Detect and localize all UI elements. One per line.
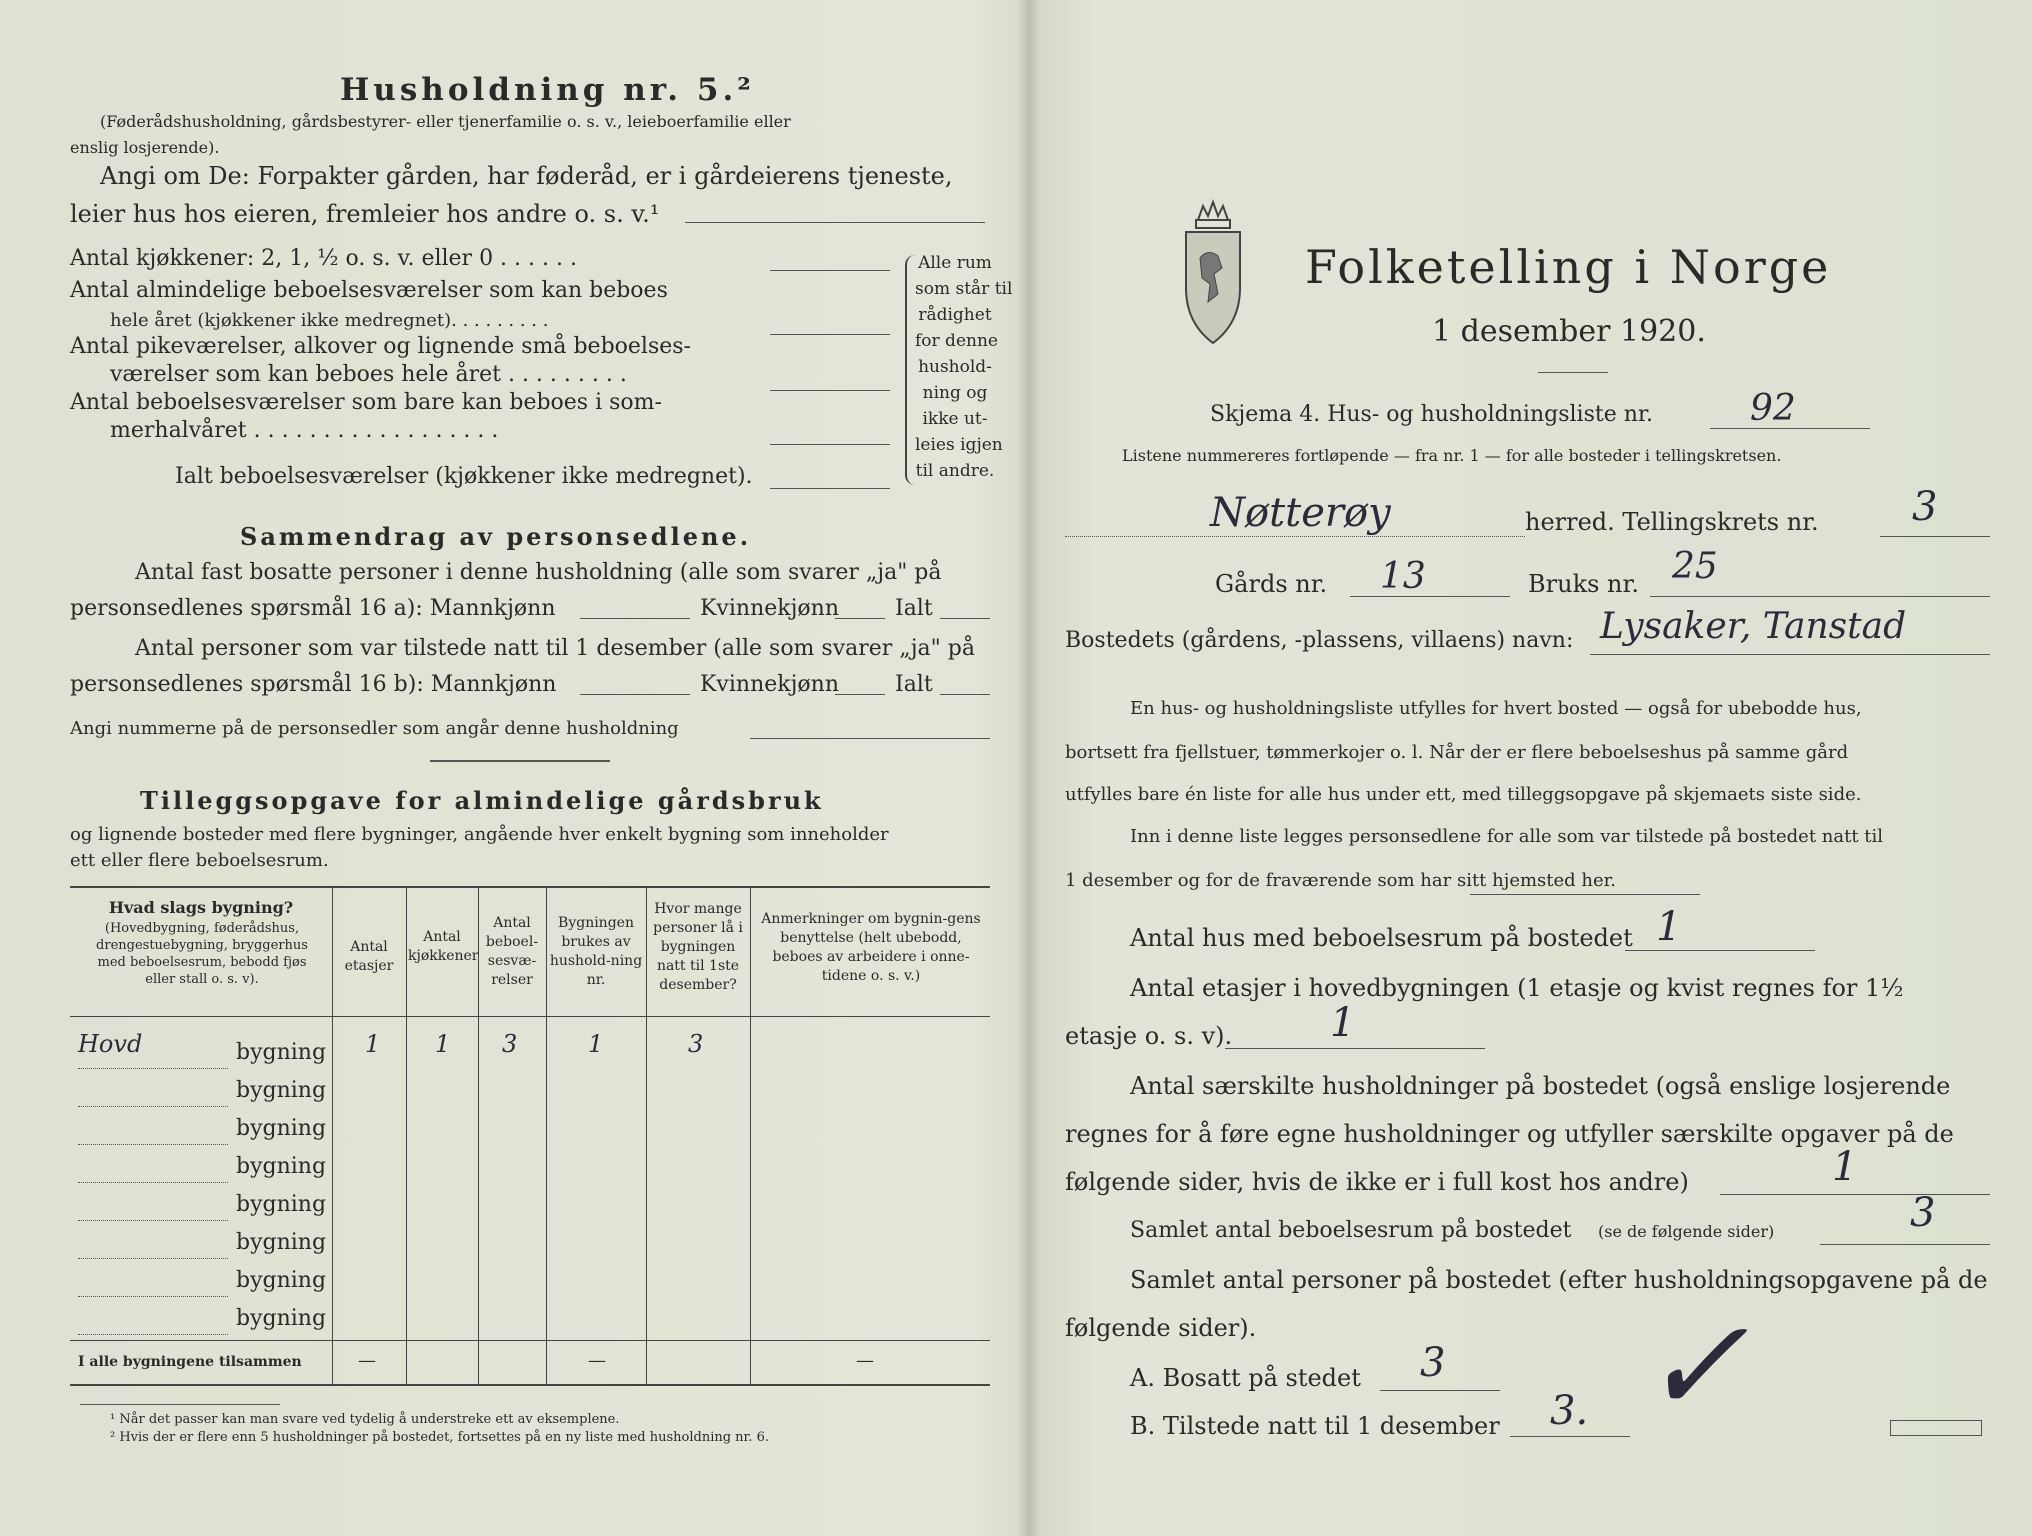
summary-1-ialt-label: Ialt xyxy=(895,596,933,621)
footnote-divider xyxy=(80,1404,280,1405)
q-etasjer-value: 1 xyxy=(1330,1000,1356,1046)
rooms-line-7: merhalvåret . . . . . . . . . . . . . . . . . . xyxy=(110,418,499,443)
title-divider xyxy=(1538,372,1608,373)
col-head-etasjer: Antal etasjer xyxy=(344,939,394,974)
main-title: Folketelling i Norge xyxy=(1305,240,1832,294)
col-head-building-sub: (Hovedbygning, føderådshus, drengestuebygning, bryggerhus med beboelsesrum, bebodd fjøs eller stall o. s. v). xyxy=(96,921,308,987)
gards-line xyxy=(1350,596,1510,597)
rooms-answer-line-2 xyxy=(770,334,890,335)
col-head-kjokkener: Antal kjøkkener xyxy=(408,929,479,964)
a-bosatt-value: 3 xyxy=(1420,1340,1446,1386)
skjema-nr-value: 92 xyxy=(1750,388,1796,429)
summary-1-kvinne-label: Kvinnekjønn xyxy=(700,596,839,621)
q-rum-label: Samlet antal beboelsesrum på bostedet xyxy=(1130,1218,1572,1243)
q-rum-note: (se de følgende sider) xyxy=(1598,1222,1775,1241)
table-row-8-label: bygning xyxy=(236,1306,327,1331)
summary-2-kvinne-line xyxy=(835,694,885,695)
table-header-border xyxy=(70,1016,990,1017)
rooms-line-3: hele året (kjøkkener ikke medregnet). . . . . . . . . xyxy=(110,310,549,331)
table-row-1-husholdning: 1 xyxy=(588,1030,604,1058)
table-row-4-label: bygning xyxy=(236,1154,327,1179)
q-etasjer-1: Antal etasjer i hovedbygningen (1 etasje og kvist regnes for 1½ xyxy=(1130,974,1904,1002)
summary-1-mann-line xyxy=(580,618,690,619)
angi-nummerne: Angi nummerne på de personsedler som angår denne husholdning xyxy=(70,718,679,739)
footnote-1: ¹ Når det passer kan man svare ved tydelig å understreke ett av eksemplene. xyxy=(110,1412,620,1427)
q-husholdninger-line xyxy=(1720,1194,1990,1195)
col-head-vaerelser: Antal beboel-sesvæ-relser xyxy=(485,915,539,988)
summary-2-ialt-line xyxy=(940,694,990,695)
info-divider xyxy=(1470,894,1700,895)
b-tilstede-label: B. Tilstede natt til 1 desember xyxy=(1130,1412,1500,1440)
row-6-name-line xyxy=(78,1258,228,1259)
q-husholdninger-3: følgende sider, hvis de ikke er i full kost hos andre) xyxy=(1065,1168,1689,1196)
row-3-name-line xyxy=(78,1144,228,1145)
rooms-line-4: Antal pikeværelser, alkover og lignende små beboelses- xyxy=(70,334,691,359)
bosted-line xyxy=(1590,654,1990,655)
left-page xyxy=(60,0,1013,1536)
total-rooms-line xyxy=(770,488,890,489)
supplement-title: Tilleggsopgave for almindelige gårdsbruk xyxy=(140,786,824,815)
col-sep-6 xyxy=(750,886,751,1384)
section-divider xyxy=(430,760,610,762)
q-hus-label: Antal hus med beboelsesrum på bostedet xyxy=(1130,924,1633,952)
summary-title: Sammendrag av personsedlene. xyxy=(240,522,752,551)
rooms-line-6: Antal beboelsesværelser som bare kan beboes i som- xyxy=(70,390,662,415)
bruks-value: 25 xyxy=(1672,546,1718,587)
angi-nummerne-line xyxy=(750,738,990,739)
bosted-label: Bostedets (gårdens, -plassens, villaens) navn: xyxy=(1065,628,1574,653)
numbering-note: Listene nummereres fortløpende — fra nr. 1 — for alle bosteder i tellingskretsen. xyxy=(1122,446,1782,465)
table-total-border xyxy=(70,1340,990,1341)
rooms-answer-line-1 xyxy=(770,270,890,271)
rooms-line-5: værelser som kan beboes hele året . . . . . . . . . xyxy=(110,362,627,387)
col-head-anmerkninger: Anmerkninger om bygnin-gens benyttelse (helt ubebodd, beboes av arbeidere i onne-tidene o. s. v.) xyxy=(761,911,981,984)
col-sep-4 xyxy=(546,886,547,1384)
b-tilstede-value: 3. xyxy=(1550,1388,1589,1434)
question-1b: leier hus hos eieren, fremleier hos andre o. s. v.¹ xyxy=(70,200,660,228)
q-husholdninger-1: Antal særskilte husholdninger på bostedet (også enslige losjerende xyxy=(1130,1072,1951,1100)
check-mark: ✓ xyxy=(1640,1290,1749,1442)
household-title: Husholdning nr. 5.² xyxy=(340,72,755,108)
summary-1b: personsedlenes spørsmål 16 a): Mannkjønn xyxy=(70,596,556,621)
summary-1-ialt-line xyxy=(940,618,990,619)
table-total-dash-2: — xyxy=(588,1350,606,1371)
summary-2-kvinne-label: Kvinnekjønn xyxy=(700,672,839,697)
table-row-7-label: bygning xyxy=(236,1268,327,1293)
rooms-answer-line-3 xyxy=(770,390,890,391)
info-line-1: En hus- og husholdningsliste utfylles for hvert bosted — også for ubebodde hus, xyxy=(1130,698,1862,719)
skjema-label: Skjema 4. Hus- og husholdningsliste nr. xyxy=(1210,402,1653,427)
row-2-name-line xyxy=(78,1106,228,1107)
right-page xyxy=(1060,0,1990,1536)
q-hus-value: 1 xyxy=(1656,904,1682,950)
supplement-sub-1: og lignende bosteder med flere bygninger, angående hver enkelt bygning som inneholder xyxy=(70,824,889,845)
rooms-line-2: Antal almindelige beboelsesværelser som kan beboes xyxy=(70,278,668,303)
table-row-6-label: bygning xyxy=(236,1230,327,1255)
row-8-name-line xyxy=(78,1334,228,1335)
table-row-5-label: bygning xyxy=(236,1192,327,1217)
b-tilstede-line xyxy=(1510,1436,1630,1437)
row-5-name-line xyxy=(78,1220,228,1221)
q-rum-value: 3 xyxy=(1910,1190,1936,1236)
table-row-1-personer: 3 xyxy=(688,1030,704,1058)
gards-value: 13 xyxy=(1380,556,1426,597)
col-head-building-title: Hvad slags bygning? xyxy=(108,898,294,917)
printer-stamp xyxy=(1890,1420,1982,1436)
info-line-2: bortsett fra fjellstuer, tømmerkojer o. l. Når der er flere beboelseshus på samme gård xyxy=(1065,742,1849,763)
question-1a: Angi om De: Forpakter gården, har føderåd, er i gårdeierens tjeneste, xyxy=(100,162,953,190)
rooms-line-1: Antal kjøkkener: 2, 1, ½ o. s. v. eller 0 . . . . . . xyxy=(70,246,577,271)
table-bottom-border xyxy=(70,1384,990,1386)
q-etasjer-line xyxy=(1225,1048,1485,1049)
bosted-value: Lysaker, Tanstad xyxy=(1600,606,1907,647)
table-row-1-name: Hovd xyxy=(78,1030,143,1058)
summary-1a: Antal fast bosatte personer i denne husholdning (alle som svarer „ja" på xyxy=(135,560,942,585)
table-total-dash-1: — xyxy=(358,1350,376,1371)
summary-2-mann-line xyxy=(580,694,690,695)
summary-1-kvinne-line xyxy=(835,618,885,619)
table-row-1-label: bygning xyxy=(236,1040,327,1065)
q-personer-1: Samlet antal personer på bostedet (efter husholdningsopgavene på de xyxy=(1130,1266,1988,1294)
table-top-border xyxy=(70,886,990,888)
bruks-line xyxy=(1650,596,1990,597)
herred-value: Nøtterøy xyxy=(1210,490,1391,536)
coat-of-arms-icon xyxy=(1178,198,1248,348)
brace xyxy=(905,255,915,485)
summary-2-ialt-label: Ialt xyxy=(895,672,933,697)
census-date: 1 desember 1920. xyxy=(1432,314,1706,349)
footnote-2: ² Hvis der er flere enn 5 husholdninger på bostedet, fortsettes på en ny liste med husholdning nr. 6. xyxy=(110,1430,770,1445)
q-rum-line xyxy=(1820,1244,1990,1245)
q-husholdninger-value: 1 xyxy=(1832,1144,1858,1190)
row-4-name-line xyxy=(78,1182,228,1183)
krets-value: 3 xyxy=(1912,484,1938,530)
table-row-1-kjokkener: 1 xyxy=(435,1030,451,1058)
household-subtitle-1: (Føderådshusholdning, gårdsbestyrer- eller tjenerfamilie o. s. v., leieboerfamilie eller xyxy=(100,112,791,131)
supplement-sub-2: ett eller flere beboelsesrum. xyxy=(70,850,329,871)
row-7-name-line xyxy=(78,1296,228,1297)
table-row-1-etasjer: 1 xyxy=(365,1030,381,1058)
col-head-husholdning: Bygningen brukes av hushold-ning nr. xyxy=(549,915,643,988)
table-total-label: I alle bygningene tilsammen xyxy=(78,1354,302,1370)
gards-label: Gårds nr. xyxy=(1215,570,1328,598)
herred-label: herred. Tellingskrets nr. xyxy=(1525,508,1819,536)
col-sep-2 xyxy=(406,886,407,1384)
summary-2b: personsedlenes spørsmål 16 b): Mannkjønn xyxy=(70,672,557,697)
table-row-3-label: bygning xyxy=(236,1116,327,1141)
page-fold xyxy=(1018,0,1040,1536)
total-rooms-label: Ialt beboelsesværelser (kjøkkener ikke medregnet). xyxy=(175,464,753,489)
row-1-name-line xyxy=(78,1068,228,1069)
info-line-3: utfylles bare én liste for alle hus under ett, med tilleggsopgave på skjemaets siste side. xyxy=(1065,784,1862,805)
rooms-answer-line-4 xyxy=(770,444,890,445)
a-bosatt-label: A. Bosatt på stedet xyxy=(1130,1364,1361,1392)
info-line-5: 1 desember og for de fraværende som har sitt hjemsted her. xyxy=(1065,870,1616,891)
q-hus-line xyxy=(1625,950,1815,951)
bruks-label: Bruks nr. xyxy=(1528,570,1639,598)
table-row-1-vaerelser: 3 xyxy=(502,1030,518,1058)
brace-note: Alle rum som står til rådighet for denne hushold- ning og ikke ut- leies igjen til andre. xyxy=(915,253,1013,481)
answer-line-1 xyxy=(685,222,985,223)
q-etasjer-2: etasje o. s. v). xyxy=(1065,1022,1233,1050)
household-subtitle-2: enslig losjerende). xyxy=(70,138,220,157)
col-sep-5 xyxy=(646,886,647,1384)
q-personer-2: følgende sider). xyxy=(1065,1314,1257,1342)
col-head-personer: Hvor mange personer lå i bygningen natt til 1ste desember? xyxy=(653,901,743,993)
herred-line xyxy=(1065,536,1525,537)
info-line-4: Inn i denne liste legges personsedlene for alle som var tilstede på bostedet natt til xyxy=(1130,826,1884,847)
a-bosatt-line xyxy=(1380,1390,1500,1391)
table-total-dash-3: — xyxy=(856,1350,874,1371)
krets-line xyxy=(1880,536,1990,537)
col-sep-1 xyxy=(332,886,333,1384)
q-husholdninger-2: regnes for å føre egne husholdninger og utfyller særskilte opgaver på de xyxy=(1065,1120,1954,1148)
table-row-2-label: bygning xyxy=(236,1078,327,1103)
summary-2a: Antal personer som var tilstede natt til 1 desember (alle som svarer „ja" på xyxy=(135,636,975,661)
